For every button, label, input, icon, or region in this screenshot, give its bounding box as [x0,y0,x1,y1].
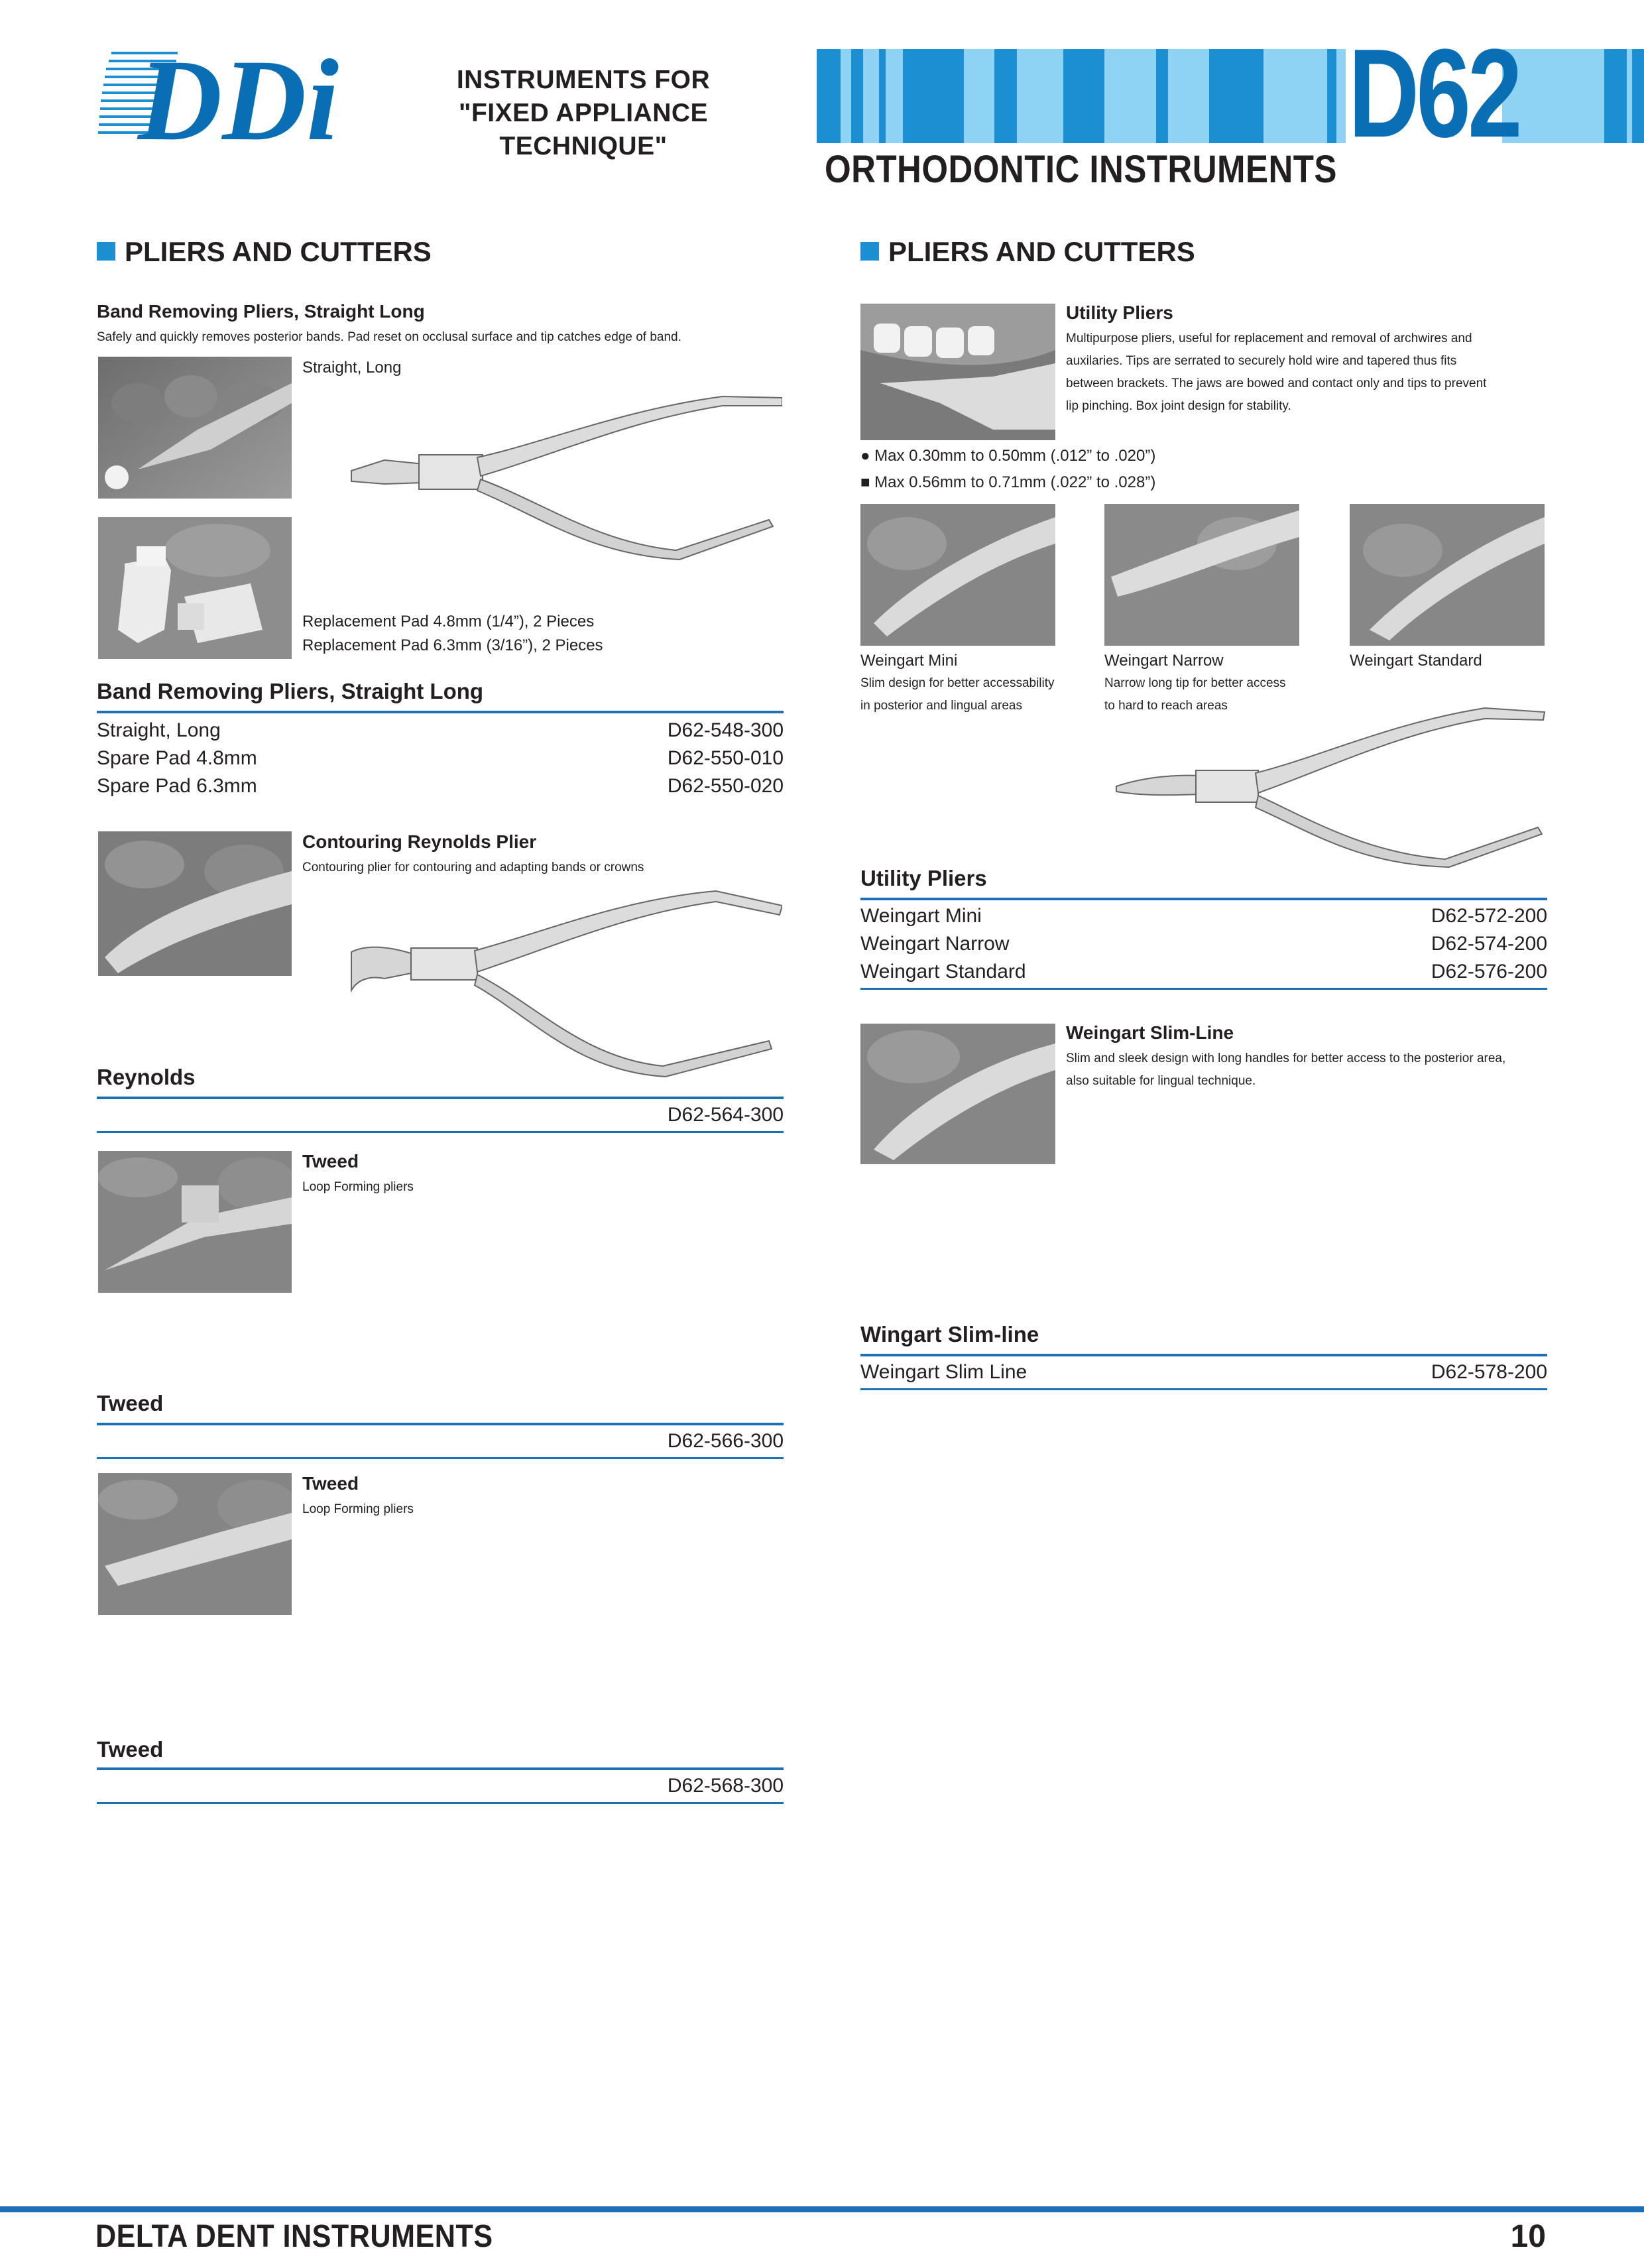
table-rule [97,1457,784,1459]
table-title: Tweed [97,1391,164,1415]
product-photo-weingart-mini [860,504,1055,646]
product-description: Slim and sleek design with long handles for better access to the posterior area, [1066,1051,1506,1065]
page-title: ORTHODONTIC INSTRUMENTS [825,148,1337,191]
product-photo-band-removing [98,357,292,499]
variant-description: to hard to reach areas [1104,699,1228,713]
table-rule [860,988,1547,990]
product-description: also suitable for lingual technique. [1066,1074,1256,1088]
table-row: Straight, Long D62-548-300 [97,719,784,741]
variant-name: Weingart Standard [1350,652,1482,670]
header-stripe-band [817,49,1644,143]
table-row: Weingart Slim Line D62-578-200 [860,1361,1547,1383]
plier-illustration-band-removing [345,383,782,562]
table-title: Wingart Slim-line [860,1322,1039,1346]
product-photo-reynolds [98,831,292,976]
wire-capacity-info [860,443,1155,496]
product-photo-utility-in-mouth [860,304,1055,440]
table-rule [97,711,784,713]
product-photo-replacement-pads [98,517,292,659]
product-title: Tweed [302,1473,359,1494]
section-heading-right: PLIERS AND CUTTERS [860,236,1195,268]
product-title: Tweed [302,1151,359,1171]
product-description: Loop Forming pliers [302,1180,414,1194]
table-rule [97,1802,784,1804]
footer-company: DELTA DENT INSTRUMENTS [95,2219,493,2254]
ddi-logo [98,46,350,146]
plier-illustration-utility [1114,696,1551,868]
table-title: Reynolds [97,1065,196,1089]
product-title: Utility Pliers [1066,302,1173,323]
capacity-square-wire: ■ Max 0.56mm to 0.71mm (.022” to .028”) [860,473,1156,491]
table-rule [97,1423,784,1425]
product-photo-tweed [98,1473,292,1615]
page-number: 10 [1510,2219,1546,2254]
header-subtitle: INSTRUMENTS FOR "FIXED APPLIANCE TECHNIQUE" [456,66,711,160]
table-row: D62-566-300 [667,1430,784,1452]
capacity-round-wire: ● Max 0.30mm to 0.50mm (.012” to .020”) [860,447,1156,465]
product-photo-weingart-slim-line [860,1024,1055,1164]
square-bullet-icon [97,242,115,261]
table-rule [860,898,1547,900]
table-row: Spare Pad 4.8mm D62-550-010 [97,747,784,769]
table-row: D62-568-300 [667,1775,784,1797]
replacement-pad-1: Replacement Pad 4.8mm (1/4”), 2 Pieces [302,613,595,630]
table-title: Band Removing Pliers, Straight Long [97,679,484,703]
table-title: Utility Pliers [860,866,987,890]
product-description: Loop Forming pliers [302,1502,414,1516]
table-rule [97,1097,784,1099]
product-description: Safely and quickly removes posterior bands. Pad reset on occlusal surface and tip catches edge of band. [97,330,681,344]
table-rule [860,1388,1547,1390]
table-row: D62-564-300 [667,1104,784,1126]
variant-description: Slim design for better accessability [860,676,1055,690]
catalog-code: D62 [1348,23,1519,164]
product-description: Contouring plier for contouring and adapting bands or crowns [302,861,644,874]
product-title: Weingart Slim-Line [1066,1022,1234,1043]
product-description: Multipurpose pliers, useful for replacement and removal of archwires and auxilaries. Tips are serrated to securely hold wire and tapered thus fits between brackets. The jaws are bowed and contact only and tips to prevent lip pinching. Box joint design for stability. [1066,331,1487,413]
variant-name: Weingart Mini [860,652,958,670]
variant-description: Narrow long tip for better access [1104,676,1286,690]
table-rule [97,1767,784,1770]
variant-name: Weingart Narrow [1104,652,1224,670]
product-photo-weingart-standard [1350,504,1545,646]
product-photo-tweed [98,1151,292,1293]
table-rule [860,1354,1547,1356]
table-title: Tweed [97,1737,164,1761]
section-heading-left: PLIERS AND CUTTERS [97,236,432,268]
order-table-utility [860,902,1547,986]
table-row: Weingart Narrow D62-574-200 [860,933,1547,955]
logo-text: DDi [138,46,339,146]
order-table-band-removing [97,717,784,800]
variant-label: Straight, Long [302,359,402,377]
table-rule [97,1131,784,1133]
square-bullet-icon [860,242,879,261]
variant-description: in posterior and lingual areas [860,699,1022,713]
footer-rule [0,2206,1644,2212]
table-row: Weingart Standard D62-576-200 [860,961,1547,983]
replacement-pad-2: Replacement Pad 6.3mm (3/16”), 2 Pieces [302,636,603,654]
table-row: Spare Pad 6.3mm D62-550-020 [97,775,784,797]
product-title: Contouring Reynolds Plier [302,831,537,852]
product-title: Band Removing Pliers, Straight Long [97,301,425,322]
replacement-pad-info [302,610,603,658]
table-row: Weingart Mini D62-572-200 [860,905,1547,927]
product-photo-weingart-narrow [1104,504,1299,646]
plier-illustration-reynolds [345,879,782,1078]
